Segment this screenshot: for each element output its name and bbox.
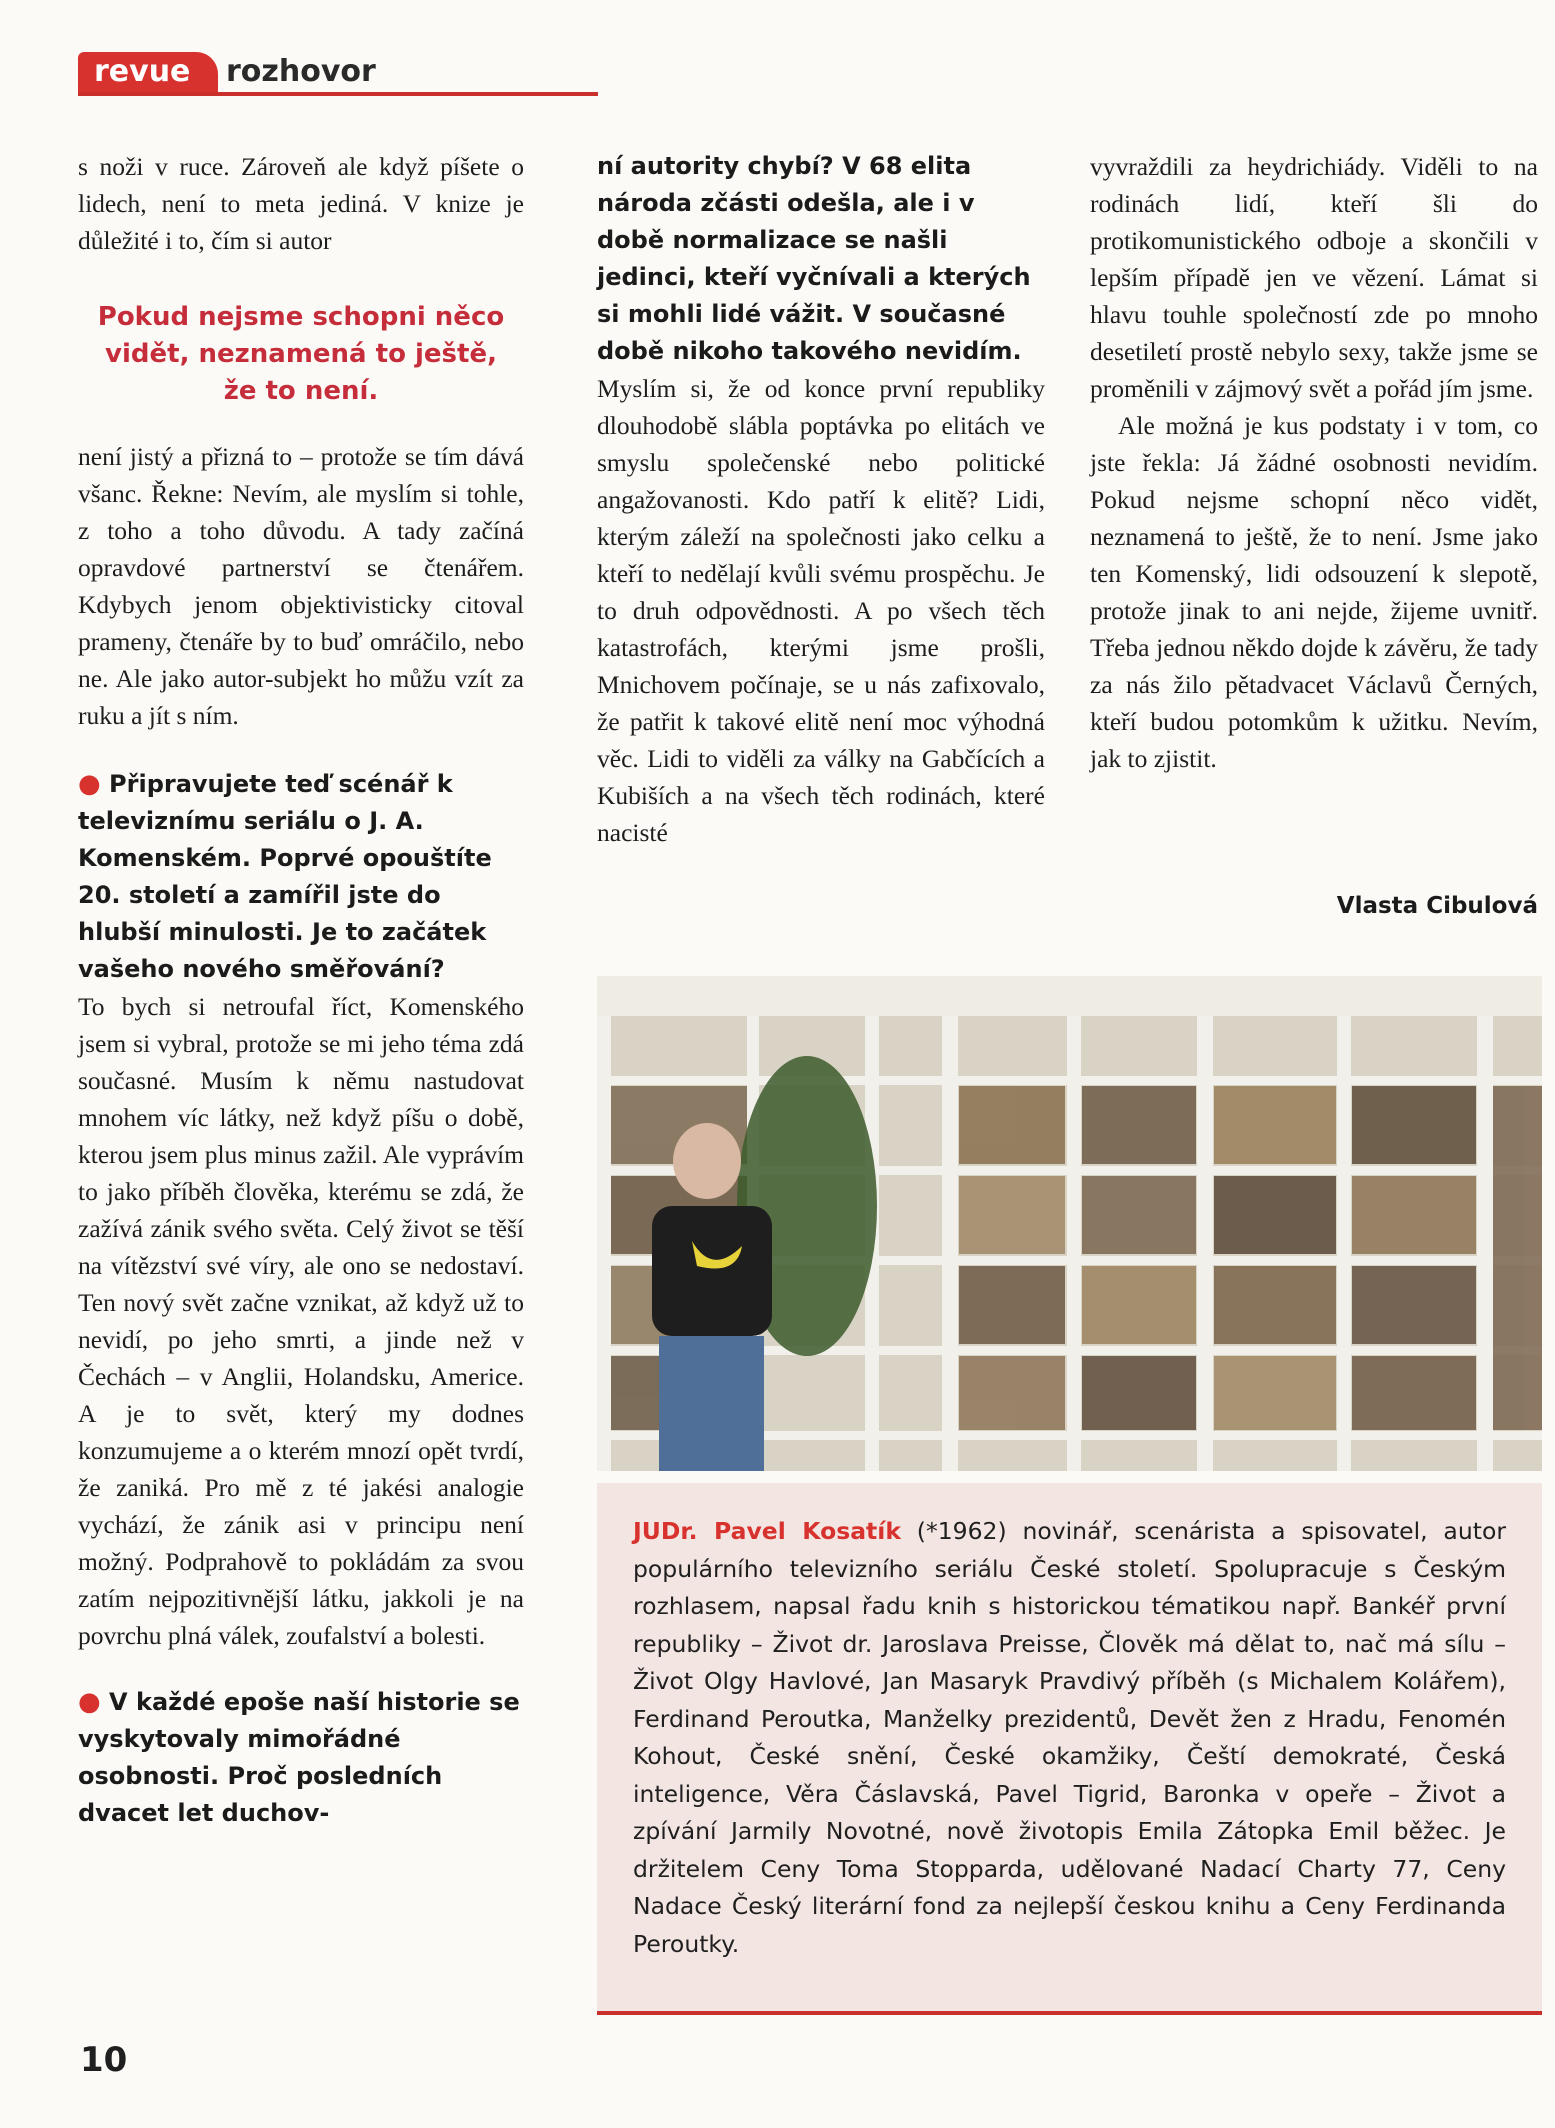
answer-paragraph: To bych si netroufal říct, Komenského jsem si vybral, protože se mi jeho téma zdá současné. Musím k němu nastudovat mnohem víc látky, než když píšu o době, kterou jsem plus minus zažil. Ale vyprávím to jako příběh člověka, kterému se zdá, že zažívá zánik svého světa. Celý život se těší na vítězství své víry, ale ono se nedostaví. Ten nový svět začne vznikat, až když už to nevidí, po jeho smrti, a jinde než v Čechách – v Anglii, Holandsku, Americe. A je to svět, který my dodnes konzumujeme a o kterém mnozí opět tvrdí, že zaniká. Pro mě z té jakési analogie vychází, že zánik asi v principu není možný. Podprahově to pokládám za svou zatím nejpozitivnější látku, jakkoli je na povrchu plná válek, zoufalství a bolesti. [78,992,524,1650]
section-label: rozhovor [226,54,376,89]
column-2 [597,148,1045,851]
paragraph: vyvraždili za heydrichiády. Viděli to na rodinách lidí, kteří šli do protikomunistického odboje a skončili v lepším případě jen ve vězení. Lámat si hlavu touhle společností zde po mnoho desetiletí prostě nebylo sexy, takže jsme se proměnili v zájmový svět a pořád jím jsme. [1090,152,1538,403]
author-photo [597,976,1542,1471]
column-3 [1090,148,1538,948]
page-number: 10 [80,2040,128,2080]
interview-question [78,766,524,988]
author-signature: Vlasta Cibulová [1336,893,1538,919]
bullet-icon: ● [78,1687,101,1717]
answer-paragraph: Myslím si, že od konce první republiky dlouhodobě slábla poptávka po elitách ve smyslu společenské nebo politické angažovanosti. Kdo patří k elitě? Lidi, kterým záleží na společnosti jako celku a kteří to nedělají kvůli svému prospěchu. Je to druh odpovědnosti. A po všech těch katastrofách, kterými jsme prošli, Mnichovem počínaje, se u nás zafixovalo, že patřit k takové elitě není moc výhodná věc. Lidi to viděli za války na Gabčících a Kubiších a na všech těch rodinách, které nacisté [597,374,1045,847]
bio-text [633,1513,1506,1963]
paragraph: Ale možná je kus podstaty i v tom, co jste řekla: Já žádné osobnosti nevidím. Pokud nejsme schopní něco vidět, neznamená to ještě, že to není. Jsme jako ten Komenský, lidi odsouzení k slepotě, protože jinak to ani nejde, žijeme uvnitř. Třeba jednou někdo dojde k závěru, že tady za nás žilo pětadvacet Václavů Černých, kteří budou potomkům k užitku. Nevím, jak to zjistit. [1090,411,1538,773]
paragraph: s noži v ruce. Zároveň ale když píšete o lidech, není to meta jediná. V knize je důležité i to, čím si autor [78,152,524,255]
question-continuation: ní autority chybí? V 68 elita národa zčásti odešla, ale i v době normalizace se našli jedinci, kteří vyčnívali a kterých si mohli lidé vážit. V současné době nikoho takového nevidím. [597,152,1031,365]
page-header [78,44,598,104]
paragraph: není jistý a přizná to – protože se tím dává všanc. Řekne: Nevím, ale myslím si tohle, z toho a toho důvodu. A tady začíná opravdové partnerství se čtenářem. Kdybych jenom objektivisticky citoval prameny, čtenáře by to buď omráčilo, nebo ne. Ale jako autor-subjekt ho můžu vzít za ruku a jít s ním. [78,442,524,730]
rubric-tab: revue [78,52,218,92]
bio-name: JUDr. Pavel Kosatík [633,1517,901,1545]
author-bio-box [597,1483,1542,2015]
pull-quote: Pokud nejsme schopni něco vidět, neznamená to ještě, že to není. [97,302,505,406]
interview-question [78,1684,524,1832]
bullet-icon: ● [78,769,101,799]
question-text: Připravujete teď scénář k televiznímu seriálu o J. A. Komenském. Poprvé opouštíte 20. století a zamířil jste do hlubší minulosti. Je to začátek vašeho nového směřování? [78,770,492,983]
bookshelf-photo [597,976,1542,1471]
bio-body: (*1962) novinář, scenárista a spisovatel, autor populárního televizního seriálu České století. Spolupracuje s Českým rozhlasem, napsal řadu knih s historickou tématikou např. Bankéř první republiky – Život dr. Jaroslava Preisse, Člověk má dělat to, nač má sílu – Život Olgy Havlové, Jan Masaryk Pravdivý příběh (s Michalem Kolářem), Ferdinand Peroutka, Manželky prezidentů, Devět žen z Hradu, Fenomén Kohout, České snění, České okamžiky, Čeští demokraté, Česká inteligence, Věra Čáslavská, Pavel Tigrid, Baronka v opeře – Život a zpívání Jarmily Novotné, nově životopis Emila Zátopka Emil běžec. Je držitelem Ceny Toma Stopparda, udělované Nadací Charty 77, Ceny Nadace Český literární fond za nejlepší českou knihu a Ceny Ferdinanda Peroutky. [633,1517,1506,1958]
header-rule [78,92,598,96]
column-1 [78,148,524,1832]
question-text: V každé epoše naší historie se vyskytovaly mimořádné osobnosti. Proč posledních dvacet let duchov- [78,1688,520,1827]
